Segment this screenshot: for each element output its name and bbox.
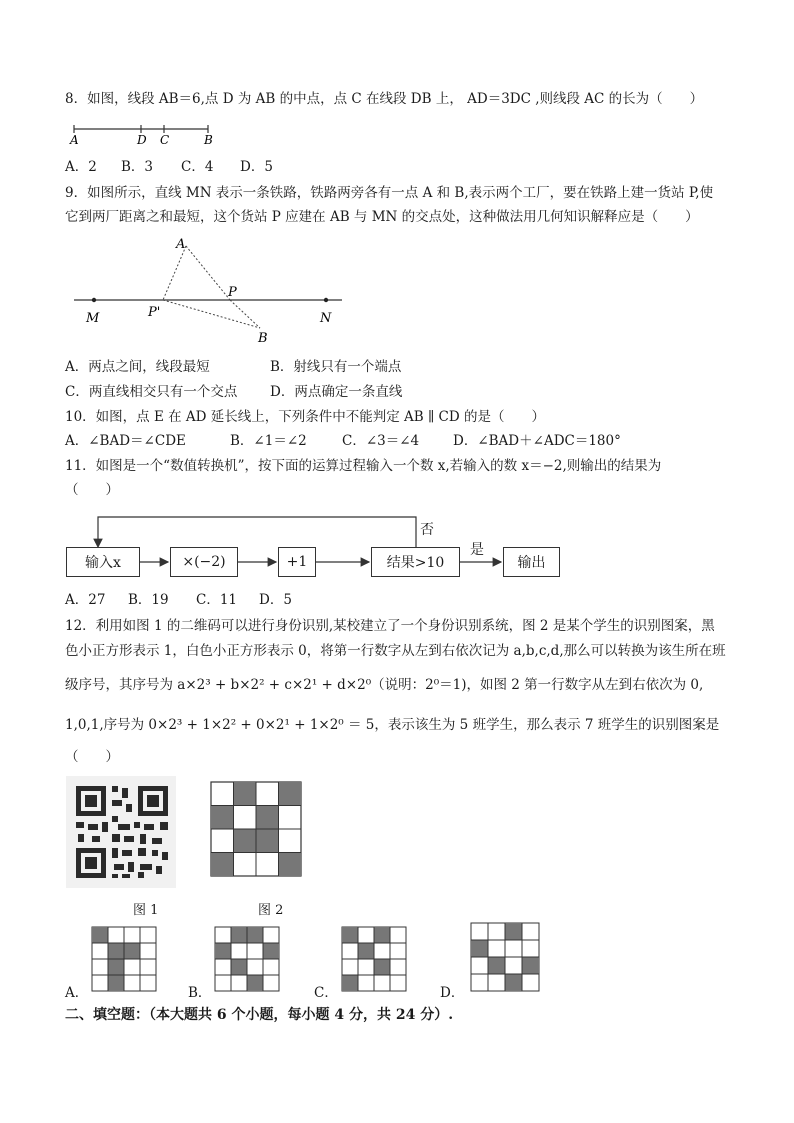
- flow-no-label: 否: [420, 522, 434, 538]
- flow-output-box: 输出: [503, 547, 560, 577]
- section2-heading: 二、填空题：（本大题共 6 个小题，每小题 4 分，共 24 分）.: [65, 1007, 454, 1023]
- fig2-cell-r1c4: [279, 782, 302, 806]
- q12-line4: 1,0,1,序号为 0×2³ + 1×2² + 0×2¹ + 1×2⁰ ＝ 5，表示该生为 5 班学生，那么表示 7 班学生的识别图案是: [65, 717, 720, 733]
- q8-label-a: A: [70, 133, 79, 147]
- flow-yes-label: 是: [470, 542, 484, 558]
- q9-option-b[interactable]: B．射线只有一个端点: [270, 359, 402, 375]
- q11-option-a[interactable]: A．27: [65, 592, 106, 608]
- q10-stem: 10．如图，点 E 在 AD 延长线上，下列条件中不能判定 AB ∥ CD 的是（ ）: [65, 409, 545, 425]
- q12-option-d-pattern[interactable]: [470, 922, 540, 992]
- flow-add-box: +1: [278, 547, 316, 577]
- q9-label-p: P: [228, 285, 237, 300]
- fig2-cell-r2c1: [211, 806, 234, 830]
- q11-option-c[interactable]: C．11: [196, 592, 238, 608]
- q12-option-a-label[interactable]: A．: [65, 985, 89, 1001]
- q9-stem-line1: 9．如图所示，直线 MN 表示一条铁路，铁路两旁各有一点 A 和 B,表示两个工厂，要在铁路上建一货站 P,使: [65, 185, 714, 201]
- fig2-pattern: [210, 781, 302, 877]
- qr-code-figure: [66, 776, 176, 888]
- q12-option-d-label[interactable]: D．: [440, 985, 465, 1001]
- q10-option-b[interactable]: B．∠1＝∠2: [230, 433, 307, 449]
- q11-option-d[interactable]: D．5: [259, 592, 292, 608]
- q8-label-c: C: [160, 133, 170, 147]
- q10-option-a[interactable]: A．∠BAD＝∠CDE: [65, 433, 186, 449]
- q12-option-a-pattern[interactable]: [91, 926, 157, 992]
- q9-option-d[interactable]: D．两点确定一条直线: [270, 384, 403, 400]
- q10-option-d[interactable]: D．∠BAD＋∠ADC＝180°: [453, 433, 621, 449]
- fig2-cell-r3c3: [256, 829, 279, 853]
- q12-line5: （ ）: [65, 749, 119, 765]
- fig2-cell-r4c4: [279, 853, 302, 877]
- q12-option-b-pattern[interactable]: [214, 926, 280, 992]
- q12-line3: 级序号，其序号为 a×2³ + b×2² + c×2¹ + d×2⁰（说明：2⁰＝1)，如图 2 第一行数字从左到右依次为 0,: [65, 677, 704, 693]
- fig2-caption: 图 2: [258, 903, 284, 918]
- fig2-cell-r4c1: [211, 853, 234, 877]
- fig2-cell-r3c2: [234, 829, 257, 853]
- q8-option-a[interactable]: A．2: [65, 159, 97, 175]
- q9-label-n: N: [320, 311, 332, 326]
- q8-option-c[interactable]: C．4: [181, 159, 214, 175]
- q8-option-b[interactable]: B．3: [121, 159, 154, 175]
- q9-option-a[interactable]: A．两点之间，线段最短: [65, 359, 210, 375]
- q12-option-b-label[interactable]: B．: [188, 985, 212, 1001]
- q12-line1: 12．利用如图 1 的二维码可以进行身份识别,某校建立了一个身份识别系统，图 2 是某个学生的识别图案，黑: [65, 618, 715, 634]
- q12-option-c-label[interactable]: C．: [314, 985, 338, 1001]
- q12-line2: 色小正方形表示 1，白色小正方形表示 0，将第一行数字从左到右依次记为 a,b,c,d,那么可以转换为该生所在班: [65, 643, 726, 659]
- q9-label-b: B: [258, 331, 268, 346]
- q9-label-m: M: [86, 311, 100, 326]
- q8-stem: 8．如图，线段 AB＝6,点 D 为 AB 的中点，点 C 在线段 DB 上， AD＝3DC ,则线段 AC 的长为（ ）: [65, 91, 704, 107]
- q11-option-b[interactable]: B．19: [128, 592, 169, 608]
- flow-multiply-box: ×(−2): [170, 547, 238, 577]
- flow-input-box: 输入x: [66, 547, 140, 577]
- q12-option-c-pattern[interactable]: [341, 926, 407, 992]
- q8-label-b: B: [204, 133, 213, 147]
- q8-segment-figure: [68, 124, 228, 148]
- flow-check-box: 结果>10: [371, 547, 460, 577]
- q9-stem-line2: 它到两厂距离之和最短，这个货站 P 应建在 AB 与 MN 的交点处，这种做法用几何知识解释应是（ ）: [65, 209, 699, 225]
- q11-stem-line1: 11．如图是一个“数值转换机”，按下面的运算过程输入一个数 x,若输入的数 x＝−2,则输出的结果为: [65, 458, 662, 474]
- q8-label-d: D: [137, 133, 147, 147]
- fig2-cell-r1c2: [234, 782, 257, 806]
- q11-stem-line2: （ ）: [65, 482, 119, 498]
- q9-railway-figure: [70, 234, 360, 346]
- q8-option-d[interactable]: D．5: [240, 159, 273, 175]
- fig2-cell-r2c3: [256, 806, 279, 830]
- q9-label-p-prime: P': [148, 305, 161, 320]
- q9-label-a: A: [176, 237, 186, 252]
- q10-option-c[interactable]: C．∠3＝∠4: [342, 433, 420, 449]
- fig1-caption: 图 1: [133, 903, 159, 918]
- q9-option-c[interactable]: C．两直线相交只有一个交点: [65, 384, 238, 400]
